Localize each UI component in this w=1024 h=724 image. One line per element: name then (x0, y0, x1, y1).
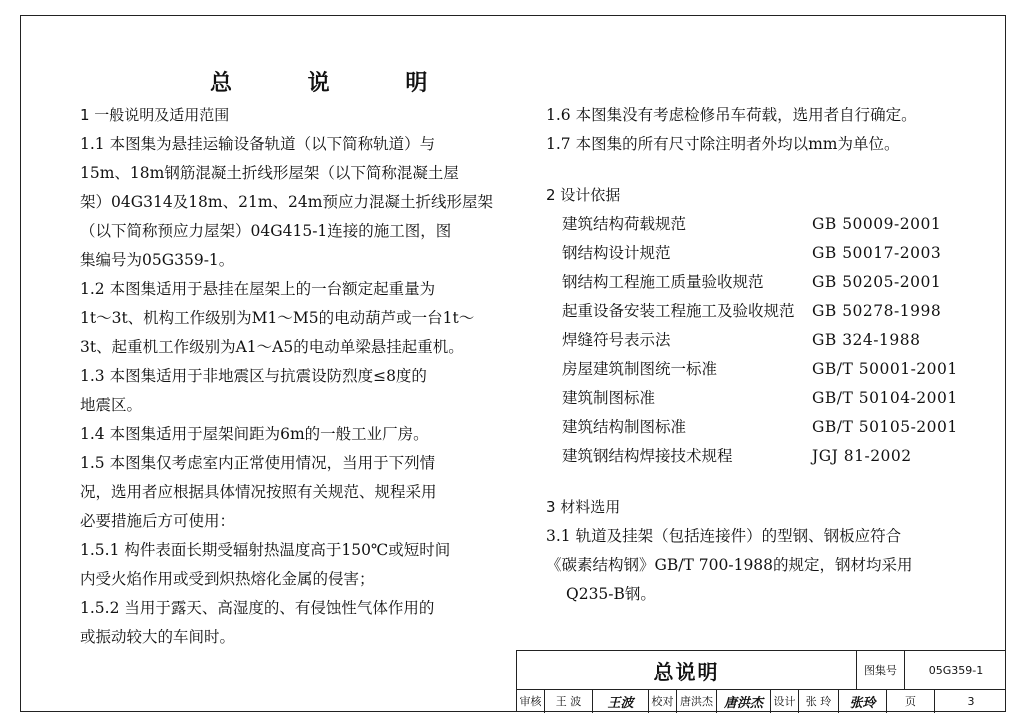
standard-code: GB 50205-2001 (812, 273, 942, 291)
review-label: 审核 (517, 689, 545, 713)
standard-row (546, 210, 986, 239)
body-text-line: 1.5.1 构件表面长期受辐射热温度高于150℃或短时间 (80, 541, 451, 559)
page-label: 页 (887, 689, 935, 713)
title-block (516, 650, 1006, 712)
body-text-line: 1.5.2 当用于露天、高湿度的、有侵蚀性气体作用的 (80, 599, 435, 617)
standard-name: 建筑结构制图标准 (562, 418, 687, 436)
reviewer-signature: 王波 (593, 689, 649, 713)
standard-code: GB/T 50105-2001 (812, 418, 958, 436)
body-text-line: 地震区。 (80, 396, 143, 414)
body-text-line: 内受火焰作用或受到炽热熔化金属的侵害； (80, 570, 375, 588)
standard-name: 焊缝符号表示法 (562, 331, 671, 349)
title-block-title: 总说明 (517, 651, 857, 689)
designer-signature: 张玲 (839, 689, 887, 713)
title-block-top-row (517, 651, 1006, 690)
section-2-heading: 2 设计依据 (546, 186, 621, 204)
body-text-line: 3t、起重机工作级别为A1～A5的电动单梁悬挂起重机。 (80, 338, 464, 356)
standard-row (546, 355, 986, 384)
standard-code: GB/T 50104-2001 (812, 389, 958, 407)
body-text-line: （以下简称预应力屋架）04G415-1连接的施工图，图 (80, 222, 452, 240)
standard-row (546, 442, 986, 471)
designer-name: 张 玲 (799, 689, 839, 713)
body-text-line: 15m、18m钢筋混凝土折线形屋架（以下简称混凝土屋 (80, 164, 459, 182)
standard-code: GB 50017-2003 (812, 244, 942, 262)
standard-code: JGJ 81-2002 (812, 447, 912, 465)
section-1-heading: 1 一般说明及适用范围 (80, 106, 230, 124)
body-text-line: 况，选用者应根据具体情况按照有关规范、规程采用 (80, 483, 437, 501)
body-text-line: 1.2 本图集适用于悬挂在屋架上的一台额定起重量为 (80, 280, 436, 298)
body-text-line: 1.3 本图集适用于非地震区与抗震设防烈度≤8度的 (80, 367, 427, 385)
standard-name: 建筑制图标准 (562, 389, 656, 407)
standard-name: 房屋建筑制图统一标准 (562, 360, 718, 378)
spacer (546, 471, 986, 493)
atlas-no-value: 05G359-1 (928, 663, 984, 677)
page-title: 总 说 明 (210, 71, 462, 96)
standard-row (546, 268, 986, 297)
body-text-line: 1.5 本图集仅考虑室内正常使用情况，当用于下列情 (80, 454, 436, 472)
body-text-line: 必要措施后方可使用： (80, 512, 236, 530)
body-text-line: 集编号为05G359-1。 (80, 251, 235, 269)
right-column (546, 101, 986, 609)
check-label: 校对 (649, 689, 677, 713)
standard-row (546, 239, 986, 268)
design-label: 设计 (771, 689, 799, 713)
left-column (80, 101, 510, 652)
page-number: 3 (967, 694, 975, 708)
clause-1-7: 1.7 本图集的所有尺寸除注明者外均以mm为单位。 (546, 135, 900, 153)
standard-row (546, 384, 986, 413)
standard-row (546, 297, 986, 326)
clause-1-6: 1.6 本图集没有考虑检修吊车荷载，选用者自行确定。 (546, 106, 917, 124)
atlas-no-label: 图集号 (857, 651, 905, 689)
standard-name: 钢结构设计规范 (562, 244, 671, 262)
checker-signature: 唐洪杰 (717, 689, 771, 713)
body-text-line: 架）04G314及18m、21m、24m预应力混凝土折线形屋架 (80, 193, 493, 211)
standard-name: 建筑钢结构焊接技术规程 (562, 447, 733, 465)
standard-name: 建筑结构荷载规范 (562, 215, 687, 233)
standard-name: 起重设备安装工程施工及验收规范 (562, 302, 795, 320)
body-text-line: 1t～3t、机构工作级别为M1～M5的电动葫芦或一台1t～ (80, 309, 475, 327)
body-text-line: 1.1 本图集为悬挂运输设备轨道（以下简称轨道）与 (80, 135, 436, 153)
standard-code: GB 324-1988 (812, 331, 921, 349)
checker-name: 唐洪杰 (677, 689, 717, 713)
standard-name: 钢结构工程施工质量验收规范 (562, 273, 764, 291)
body-text-line: 或振动较大的车间时。 (80, 628, 236, 646)
body-text-line: 1.4 本图集适用于屋架间距为6m的一般工业厂房。 (80, 425, 429, 443)
standard-row (546, 413, 986, 442)
standard-code: GB 50009-2001 (812, 215, 942, 233)
clause-3-1-line: Q235-B钢。 (566, 585, 656, 603)
standard-code: GB/T 50001-2001 (812, 360, 958, 378)
standard-code: GB 50278-1998 (812, 302, 942, 320)
reviewer-name: 王 波 (545, 689, 593, 713)
spacer (546, 159, 986, 181)
clause-3-1-line: 3.1 轨道及挂架（包括连接件）的型钢、钢板应符合 (546, 527, 902, 545)
section-3-heading: 3 材料选用 (546, 498, 621, 516)
standard-row (546, 326, 986, 355)
title-block-bottom-row (517, 689, 1006, 713)
standards-list (546, 210, 986, 471)
clause-3-1-line: 《碳素结构钢》GB/T 700-1988的规定，钢材均采用 (546, 556, 913, 574)
